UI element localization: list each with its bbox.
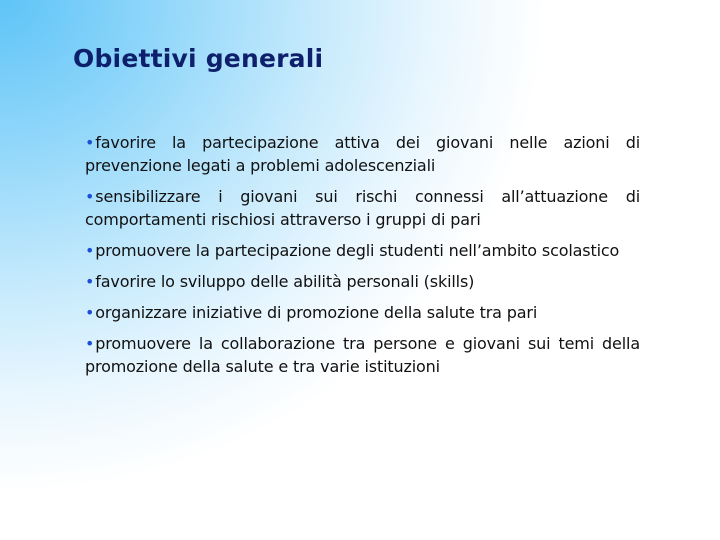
bullet-icon: • [85, 187, 95, 206]
list-item [85, 332, 640, 378]
list-item-text: favorire lo sviluppo delle abilità personali (skills) [95, 272, 475, 291]
list-item-text: promuovere la collaborazione tra persone e giovani sui temi della promozione della salute e tra varie istituzioni [85, 334, 640, 376]
bullet-icon: • [85, 303, 95, 322]
bullet-icon: • [85, 133, 95, 152]
list-item [85, 270, 640, 293]
list-item [85, 301, 640, 324]
list-item [85, 239, 640, 262]
bullet-icon: • [85, 334, 95, 353]
list-item [85, 185, 640, 231]
list-item-text: favorire la partecipazione attiva dei giovani nelle azioni di prevenzione legati a problemi adolescenziali [85, 133, 640, 175]
objectives-list [85, 131, 640, 386]
bullet-icon: • [85, 272, 95, 291]
list-item-text: promuovere la partecipazione degli studenti nell’ambito scolastico [95, 241, 620, 260]
bullet-icon: • [85, 241, 95, 260]
list-item-text: organizzare iniziative di promozione della salute tra pari [95, 303, 538, 322]
slide-title: Obiettivi generali [73, 44, 324, 73]
list-item [85, 131, 640, 177]
list-item-text: sensibilizzare i giovani sui rischi connessi all’attuazione di comportamenti rischiosi attraverso i gruppi di pari [85, 187, 640, 229]
